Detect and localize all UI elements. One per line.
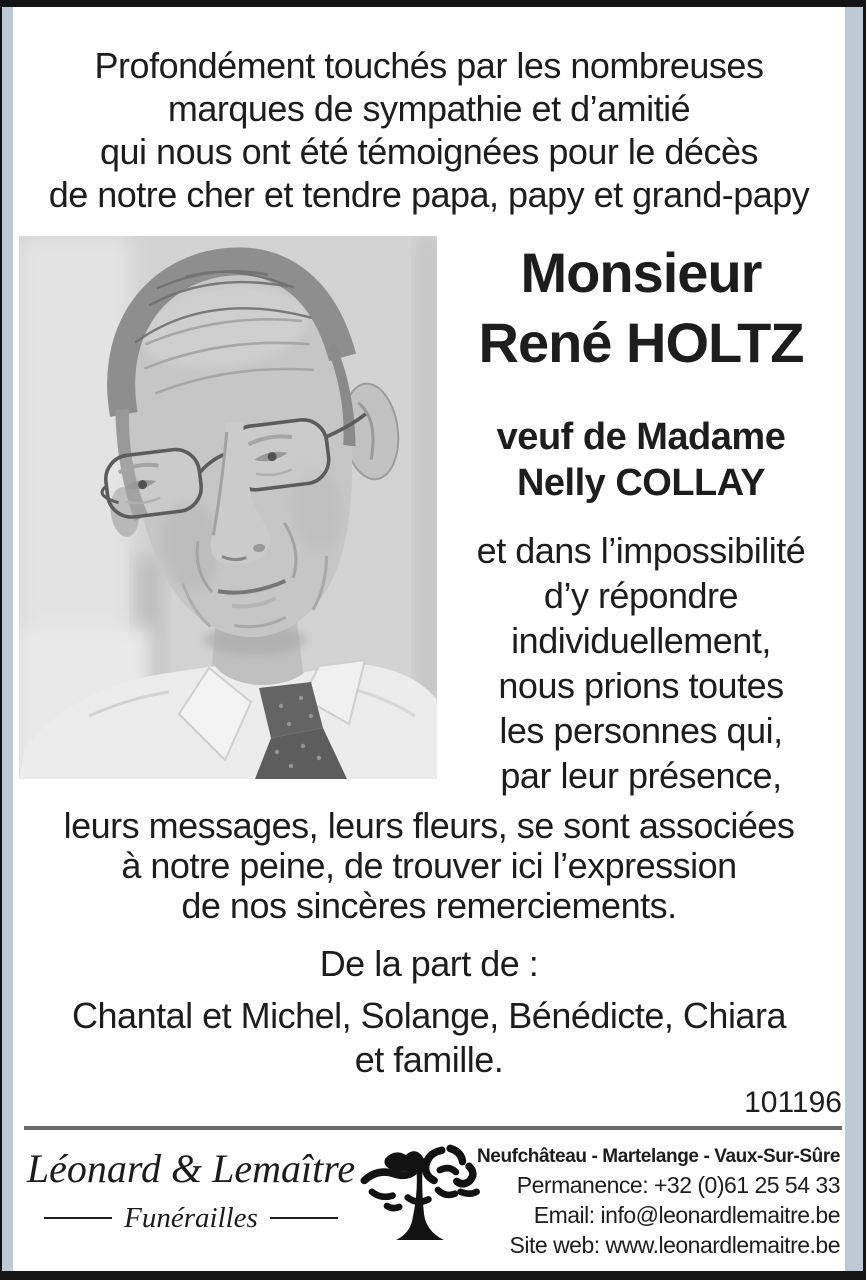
intro-line: de notre cher et tendre papa, papy et grand-papy: [48, 174, 810, 215]
brand-dash-right: [270, 1217, 338, 1219]
website-line: Site web: www.leonardlemaitre.be: [509, 1232, 840, 1258]
widower-line: Nelly COLLAY: [516, 462, 766, 504]
intro-line: marques de sympathie et d’amitié: [167, 88, 691, 129]
family-line: Chantal et Michel, Solange, Bénédicte, Chiara: [72, 995, 786, 1036]
funeral-home-contact: [430, 1144, 840, 1260]
intro-paragraph: [14, 44, 844, 216]
brand-subtitle: Funérailles: [124, 1202, 258, 1234]
thanks-paragraph-full: [14, 806, 844, 926]
thanks-line: par leur présence,: [500, 755, 782, 796]
deceased-title-line: Monsieur: [520, 241, 762, 304]
widower-block: [437, 414, 845, 506]
brand-dash-left: [44, 1217, 112, 1219]
thanks-line: les personnes qui,: [499, 710, 783, 751]
right-accent-strip: [845, 7, 863, 1271]
thanks-line: à notre peine, de trouver ici l’expression: [121, 845, 737, 886]
top-border: [0, 0, 866, 7]
thanks-line: de nos sincères remerciements.: [181, 885, 677, 926]
left-accent-strip: [2, 7, 13, 1271]
thanks-paragraph-right: [437, 528, 845, 798]
deceased-name: René HOLTZ: [478, 311, 804, 374]
phone-line: Permanence: +32 (0)61 25 54 33: [516, 1172, 840, 1198]
reference-number: 101196: [744, 1086, 842, 1119]
intro-line: Profondément touchés par les nombreuses: [94, 45, 764, 86]
deceased-title: [437, 238, 845, 378]
bottom-border: [0, 1271, 866, 1280]
widower-line: veuf de Madame: [496, 416, 786, 458]
family-names: [14, 994, 844, 1082]
email-line: Email: info@leonardlemaitre.be: [533, 1202, 840, 1228]
thanks-line: d’y répondre: [543, 575, 739, 616]
portrait-photo: [19, 236, 437, 779]
brand-subtitle-row: [24, 1202, 358, 1234]
locations-line: Neufchâteau - Martelange - Vaux-Sur-Sûre: [476, 1146, 840, 1167]
thanks-line: et dans l’impossibilité: [476, 530, 806, 571]
intro-line: qui nous ont été témoignées pour le décès: [100, 131, 758, 172]
thanks-line: nous prions toutes: [498, 665, 784, 706]
brand-name: Léonard & Lemaître: [26, 1146, 356, 1191]
thanks-line: individuellement,: [511, 620, 771, 661]
from-label: De la part de :: [319, 943, 539, 984]
portrait-photo-illustration: [19, 236, 437, 779]
deceased-column: [437, 238, 845, 798]
thanks-line: leurs messages, leurs fleurs, se sont associées: [63, 805, 795, 846]
funeral-home-brand: [24, 1146, 358, 1234]
footer-divider: [24, 1126, 842, 1130]
family-line: et famille.: [354, 1039, 504, 1080]
